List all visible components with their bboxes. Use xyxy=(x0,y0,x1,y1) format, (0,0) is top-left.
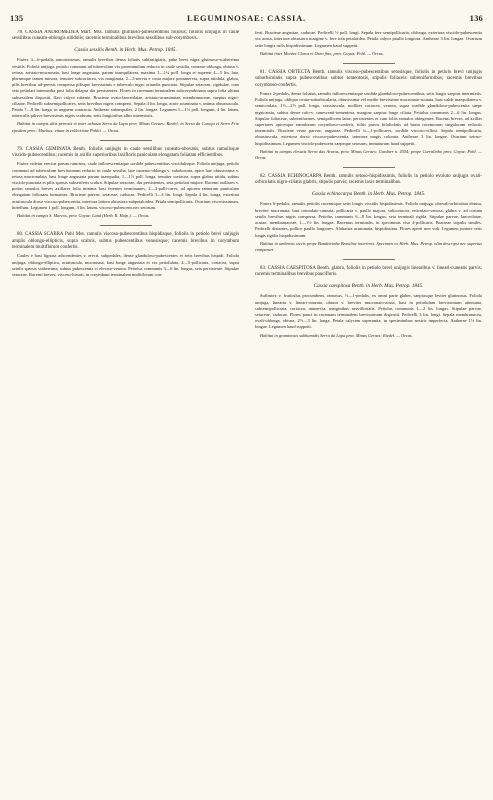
species-heading: 83. CASSIA CAESPITOSA Benth. glabra, foliolis in petiolo brevi unijugis linearibus v. lineari-cuneatis parvis; racemis terminalibus brevibus paucifloris. xyxy=(255,265,482,278)
right-column xyxy=(255,30,482,792)
species-entry-83 xyxy=(255,266,482,339)
species-heading: 82. CASSIA ECHINOCARPA Benth. ramulis setoso-hispidissimis, foliolis in petiolo evoluto unijugis ovali-orbiculatis nigro-ciliatis glabris, stipulis parvis; racemis laxis terminalibus. xyxy=(255,174,482,186)
species-entry-80 xyxy=(12,232,239,278)
species-description: Frutex 3—6-pedalis ramosissimus, ramulis brevibus densa foliatis subfastigiatis, pube brevi nigra glutinoso-scaberrima vestitis. Foliola unijuga, petiolo communi ad tuberculum vix proeminulum reducto in caule sessilia, cuneato-oblonga, obtusa v. retusa, aristato-mucronata, basi longe angustata, parum inaequilatera, maxima 1—1¼ poll. longa et superne 4—5 lin. lata, plerumque tamen minora, tenuiter subcoriacea, vix marginata, 2—3-nervia e costa majore penninervia, supra nitidula, glabra, pilis brevibus ad-pressis conspersa pilisque brevissimis e tuberculo nigro oriundis punctata. Stipulae setaceae, rigidulae, cum seta petiolari intermedia post folia delapsa diu persistentes. Flores in racemum terminalem subcorymbosum supra folia ultima subsessilem dispositi, flavi calyce rubente. Bracteae ovato-lanceolatae, aristato-acuminatae, membranaceae, saepius nigro-ciliatae. Pedicelli subsemipollicares, setis brevibus nigris conspersi. Sepala 4 lin. longa, acute acuminata v. intima obtusiuscula. Petala 7—8 lin. longa, in unguem contracta. Antherae subaequales, 2 lin. longae. Legumen 1—1½ poll. longum, 4 lin. latum, tuberculis pilisve brevissimis nigris scabrum, setis longioribus albis intermixtis. xyxy=(12,57,239,119)
species-habitat: Habitat in campis S. Marcos, prov. Goyaz: Lund (Herb. R. Hafn.). — Orcas. xyxy=(17,213,150,219)
continued-description: ferti. Bracteae angustae, caducae. Pedicelli ½ poll. longi. Sepala fere semipollicaria, oblonga, exteriora viscido-pubescentia vix acuta, interiora obtusiora margine v. fere tota petaloidea. Petala calyce paullo longiora. Antherae 3 lin. longae. Ovarium setis longis rufis hispidissimum. Legumen haud suppetit. xyxy=(255,30,482,48)
species-heading: 81. CASSIA OBTECTA Benth. ramulis viscoso-pubescentibus setosisque, foliolis in petiolo brevi unijugis suborbiculatis supra pubescentibus subtus tomentosis, stipulis foliaceis subreniformibus; racemis brevibus corymboso-confertis. xyxy=(255,69,482,88)
species-entry-81 xyxy=(255,70,482,161)
species-habitat: Habitat in campis altis petrosis et inter arbusta Serra da Lapa prov. Minas Geraes: Riedel; in Serra da Caraça et Serro Frio ejusdem prov.: Martius; etiam in collectione Pohlii. — Orcas. xyxy=(12,121,239,133)
species-entry-78 xyxy=(12,30,239,134)
species-habitat: Habitat in graminosis subhumidis Serra da Lapa prov. Minas Geraes: Riedel. — Orcas. xyxy=(260,332,413,338)
species-heading: 78. CASSIA ANDROMEDEA Mart. Mss. ramulis glutinoso-pubescentibus foliosis; foliolis unijugis in caule sessilibus cuneato-oblongis nitidulis; racemis terminalibus brevibus sessilibus sub-corymbosis. xyxy=(12,30,239,42)
species-citation: Cassia sessilis Benth. in Herb. Mus. Petrop. 1845. xyxy=(74,46,177,53)
species-habitat: Habitat inter Montes Claros et Ouro fino, prov. Goyaz: Pohl. — Orcas. xyxy=(260,50,384,56)
section-divider xyxy=(343,167,395,168)
section-divider xyxy=(343,63,395,64)
species-description: Suffrutex v. fruticulus procumbens, ramosus, ½—1-pedalis, ex omni parte glaber, saepiusque leviter glutinosus. Foliola unijuga, linearia v. lineari-cuneata, obtusa v. breviter mucronato-acuta, basi in petiolulum brevissimum attenuata, subsemipollicaria, coriacea, uninervia, marginibus nervifloriatis. Petiolus communis 1—2 lin. longus. Stipulae parvae, setaceae, caducae. Flores pauci in racemum terminalem brevissimum dispositi. Pedicelli 3 lin. longi. Sepala membranacea, ovali-oblonga, obtusa, 2½—3 lin. longa. Petala calycem superantia, in speciminibus nostris imperfecta. Antherae 1½ lin. longae. Legumen haud suppetit. xyxy=(255,293,482,330)
running-title: LEGUMINOSAE: CASSIA. xyxy=(187,13,306,23)
species-entry-79 xyxy=(12,147,239,220)
species-heading: 79. CASSIA GEMINATA Benth. foliolis unijugis in caule sessilibus cuneato-obovatis, subtus ramulisque viscido-pubescentibus; racemis in axillis superioribus laxifloris paniculam elongatam foliatam efficientibus. xyxy=(12,146,239,159)
species-citation: Cassia echinocarpa Benth. in Herb. Mus. Petrop. 1845. xyxy=(311,190,426,197)
species-habitat: Habitat in umbrosis siccis prope Bandeirinha Brasiliae interioris. Specimen ex Herb. Mus. Petrop. olim descripsi nec superius comparari. xyxy=(255,240,482,252)
species-citation: Cassia caespitosa Benth. in Herb. Mus. Petrop. 1845. xyxy=(313,282,424,289)
section-divider xyxy=(100,225,152,226)
species-description: Frutex 2-pedalis, dense foliatus, ramulis inflorescentiaque sordide glanduloso-pubescentibus, setis longis saepius intermixtis. Foliola unijuga, obliquo ovato-suborbicularia, obtusissima vel medio brevissime mucronato-acutata, basi valde inaequilatera v. semicordata, 1½—2½ poll. longa, crassiuscula, molliter coriacea, venosa, supra sordide glanduloso-pubescentia saepe nigricantia, subtus dense rufo-v. canescenti-tomentosa, margine saepius longe ciliata. Petiolus communis 2—6 lin. longus. Stipulae foliaceae, subreniformes, semipollicem latae, persistentes et cum foliis ramulos obtegentes. Racemi breves, ad axillas superiores apicesque ramulorum corymboso-conferti, foliis parvis bifoliolatis ad basin racemorum singulorum reductis intermixtis. Bracteae verae parvae, angustae. Pedicelli ¼—1-pollicares, sordide viscoso-villosi. Sepala semipollicaria, obtusiuscula, exteriora dorso viscoso-pubescentia, interiora magis colorata. Antherae 3 lin. longae. Ovarium setoso-hispidissimum. Legumen viscido-pubescens saepeque setosum, immaturum haud suppetit. xyxy=(255,91,482,146)
species-habitat: Habitat in campis elevatis Serra das Araras, prov. Minas Geraes: Gardner n. 4554; prope Curralinho prov. Goyaz: Pohl. — Orcas. xyxy=(255,148,482,160)
page-number-left: 135 xyxy=(10,13,24,23)
section-divider xyxy=(100,140,152,141)
page-number-right: 136 xyxy=(469,13,483,23)
species-entry-80-continued xyxy=(255,30,482,57)
species-entry-82 xyxy=(255,174,482,253)
left-column xyxy=(12,30,239,792)
species-description: Frutex 6-pedalis, ramulis petiolis racemisque setis longis viscidis hispidissimis. Foliola unijuga, obovali-orbiculata obtusa, breviter mucronata, basi rotundato-cuneata, pollicaria v. paullo majora, subcoriacea, reticulato-venosa, glabra v. ad costam setulis brevibus nigris conspersa. Petiolus communis 6—8 lin. longus, seta terminali rigida. Stipulae parvae, lanceolatae, acutae, membranaceae, 1—1½ lin. longae. Racemus terminalis, in speciminis viso 4-pollicaris. Bracteae stipulis similes. Pedicelli distantes, pollice paullo longiores. Alabastra acuminata, hispidissima. Flores aperti non vidi. Legumen juniore setis longis rigidis hispidissimum. xyxy=(255,201,482,238)
page-header xyxy=(10,13,483,25)
species-description: Frutex videtur erectus parum ramosus, caule inflorescentiaque sordide pubescentibus viscidulisque. Foliola unijuga, petiolo communi ad tuberculum brevissimum reducto in caule sessilia, late cuneato-oblonga v. subobovata, apice late obtusissima v. retusa mucronulata, basi longe angustata parum inaequalia, 1—1½ poll. longa, tenuiter coriacea, supra glabra nitida, subtus viscido-punctata et pilis sparsis subsetiferis scabra. Stipulae setaceae, diu persistentes, seta petiolari majore. Racemi axillares v. potius ramulos breves axillares folia minima basi ferentes terminantes, 2—3-polli-cares, ad apicem ramorum paniculam elongatam foliosam formantes. Bracteae parvae, setaceae, caducae. Pedicelli 3—4 lin. longi. Sepala 4 lin. longa, exteriora acutiuscula dorso viscoso-pubescentia, interiora latiora obtusiora subpetaloidea. Petala semipollicaria. Ovarium viscosissimum, hirtellum. Legumen 1 poll. longum, 3 lin. latum, viscoso-pubescens nec setosum. xyxy=(12,161,239,210)
species-heading: 80. CASSIA SCABRA Pohl Mss. ramulis viscoso-pubescentibus hispidisque, foliolis in petiolo brevi unijugis amplis oblongo-ellipticis, supra scabris, subtus pubescentibus venosisque; racemis brevibus in corymbum terminalem multiflorum confertis. xyxy=(12,232,239,250)
species-description: Caules e basi lignosa adscendentes v. erecti, subpedales, dense glanduloso-pubescentes et setis brevibus hispidi. Foliola unijuga, oblongo-elliptica, acutiuscula, mucronata, basi longe angustata et vix petiolulata, 4—5-pollicaria, coriacea, supra setulis sparsis scaberrima, subtus pubescentia et elevato-venosa. Petiolus communis 3—6 lin. longus, seta persistente. Stipulae setaceae. Racemi breves, viscoso-hirsuti, in corymbum terminalem multiflorum con- xyxy=(12,253,239,277)
section-divider xyxy=(343,259,395,260)
